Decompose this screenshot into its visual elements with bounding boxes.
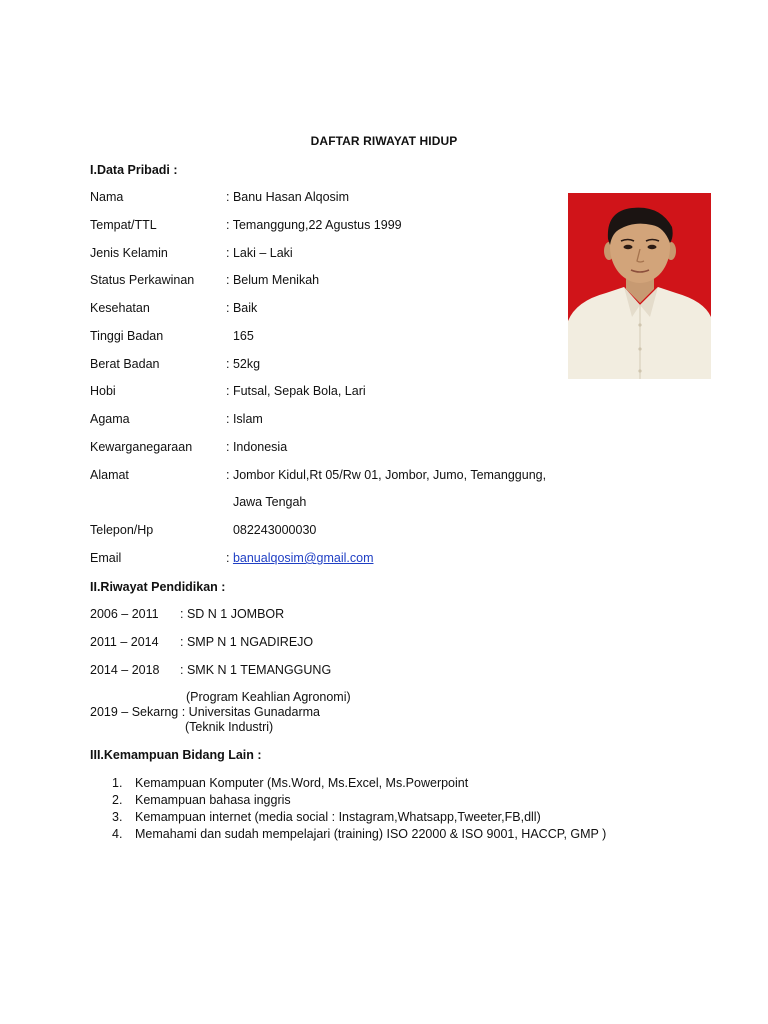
education-school: : SMK N 1 TEMANGGUNG [180,663,332,677]
row-value: : Islam [226,412,263,426]
row-value: : Jombor Kidul,Rt 05/Rw 01, Jombor, Jumo, Temanggung, [226,468,547,482]
row-label: Nama [90,190,124,204]
row-value: : Laki – Laki [226,246,293,260]
row-label: Jenis Kelamin [90,246,168,260]
document-title: DAFTAR RIWAYAT HIDUP [310,134,458,148]
row-label: Agama [90,412,130,426]
row-value: 165 [226,329,254,343]
section-heading-personal: I.Data Pribadi : [90,163,178,177]
list-number: 2. [112,793,123,807]
row-label: Tempat/TTL [90,218,157,232]
education-years: 2014 – 2018 [90,663,160,677]
row-label: Telepon/Hp [90,523,154,537]
row-value: Jawa Tengah [226,495,307,509]
list-text: Kemampuan internet (media social : Instagram,Whatsapp,Tweeter,FB,dll) [135,810,541,824]
row-label: Status Perkawinan [90,273,195,287]
list-number: 1. [112,776,123,790]
program-note: (Program Keahlian Agronomi) [186,690,351,704]
profile-photo [568,193,711,379]
section-heading-skills: III.Kemampuan Bidang Lain : [90,748,262,762]
list-number: 4. [112,827,123,841]
row-value: : Baik [226,301,258,315]
row-value: : Belum Menikah [226,273,320,287]
education-years: 2006 – 2011 [90,607,159,621]
list-number: 3. [112,810,123,824]
row-label: Hobi [90,384,116,398]
current-education-note: (Teknik Industri) [185,720,274,734]
row-value: : Futsal, Sepak Bola, Lari [226,384,366,398]
row-value: : Banu Hasan Alqosim [226,190,349,204]
portrait-image [568,193,711,379]
row-value: : 52kg [226,357,261,371]
row-label: Email [90,551,122,565]
education-school: : SD N 1 JOMBOR [180,607,285,621]
row-label: Alamat [90,468,129,482]
row-label: Berat Badan [90,357,160,371]
section-heading-education: II.Riwayat Pendidikan : [90,580,226,594]
row-label: Tinggi Badan [90,329,164,343]
email-link[interactable]: banualqosim@gmail.com [232,551,374,565]
education-years: 2011 – 2014 [90,635,159,649]
list-text: Kemampuan bahasa inggris [135,793,291,807]
row-value: 082243000030 [226,523,317,537]
list-text: Memahami dan sudah mempelajari (training) ISO 22000 & ISO 9001, HACCP, GMP ) [135,827,607,841]
row-label: Kewarganegaraan [90,440,193,454]
row-value: : Temanggung,22 Agustus 1999 [226,218,402,232]
current-education: 2019 – Sekarng : Universitas Gunadarma [90,705,320,719]
row-value: : Indonesia [226,440,288,454]
email-prefix: : [226,551,233,565]
row-label: Kesehatan [90,301,150,315]
list-text: Kemampuan Komputer (Ms.Word, Ms.Excel, Ms.Powerpoint [135,776,469,790]
education-school: : SMP N 1 NGADIREJO [180,635,314,649]
